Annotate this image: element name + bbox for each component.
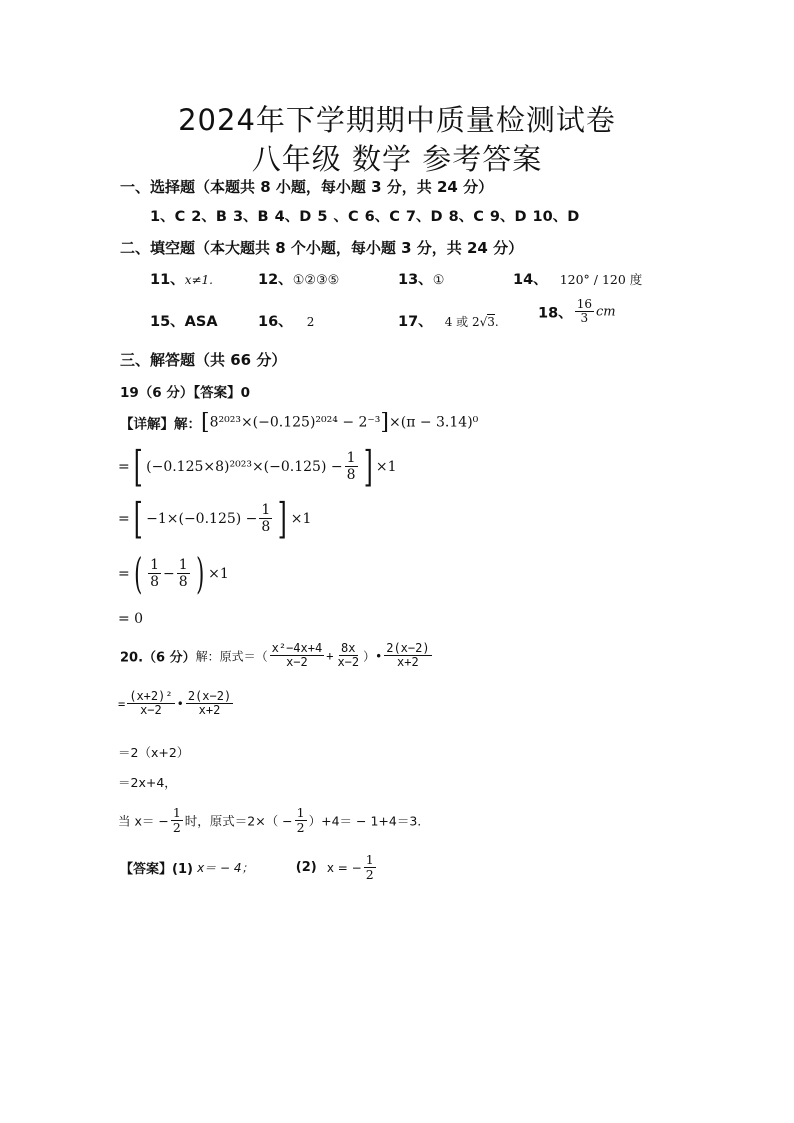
bracket-right-icon: ] [363,442,373,491]
q20-fraction-2 [335,642,361,670]
q20-line1 [120,642,434,670]
fraction-one-eighth [345,451,358,483]
q19-line2-expr: (−0.125×8)²⁰²³×(−0.125) − [146,459,343,475]
sqrt-icon: √ [479,315,488,329]
frac-num: 2(x−2) [187,689,232,703]
q20-line5-mid: 时，原式＝2×（ − [184,813,293,829]
frac-den: x−2 [286,655,308,670]
page-subtitle: 八年级 数学 参考答案 [251,142,543,176]
q20-header: 20.（6 分） [120,650,196,666]
frac-den: 8 [346,467,356,484]
q19-line1 [120,410,478,435]
fill-q12 [258,268,339,289]
q19-line1-expr: 8²⁰²³×(−0.125)²⁰²⁴ − 2⁻³ [209,414,381,431]
q20-answer-1: x＝ − 4； [197,861,254,876]
q19-line3 [118,494,312,543]
q20-fraction-1 [270,642,325,670]
frac-den: 8 [178,574,188,591]
dot-sign: • [176,696,184,711]
section-3-heading: 三、解答题（共 66 分） [120,351,287,369]
minus-sign: − [163,566,175,582]
frac-num: 8x [341,641,356,655]
q19-line3-expr: −1×(−0.125) − [146,511,258,527]
q20-answer-2: x = − [326,860,362,875]
q20-answer-label: 【答案】(1) [120,862,193,878]
q19-line1-tail: ×(π − 3.14)⁰ [389,414,479,431]
q18-label: 18、 [538,305,573,322]
q14-answer: 120° / 120 度 [559,272,643,287]
q18-unit: cm [595,304,616,320]
frac-den: 2 [365,866,374,882]
q20-line4: ＝2x+4， [118,775,177,790]
q12-label: 12、 [258,272,293,288]
q20-answer-2-label: (2) [295,860,317,876]
q17-answer-post: . [494,315,499,329]
frac-num: 1 [150,556,160,573]
q19-detail-label: 【详解】解： [120,416,201,433]
paren-left-icon: ( [133,549,143,598]
frac-num: x²−4x+4 [271,641,323,655]
bracket-left-icon: [ [133,442,143,491]
frac-num: 1 [178,556,188,573]
frac-den: x−2 [337,655,360,670]
q20-close: ）• [363,649,383,664]
frac-num: 1 [296,805,305,820]
q17-answer [445,315,499,329]
q20-fraction-3 [384,642,431,670]
q17-answer-root: 3 [487,315,495,329]
frac-num: 2(x−2) [386,641,430,655]
q20-line5 [118,806,421,835]
page-title: 2024年下学期期中质量检测试卷 [178,103,616,137]
eq-sign: = [118,696,126,711]
q20-line2-fraction-2 [186,690,233,718]
q19-line2 [118,442,397,491]
times-one: ×1 [375,459,397,475]
q20-start: 解：原式＝（ [195,649,268,664]
fraction-one-eighth [148,558,161,590]
q18-fraction [575,298,594,326]
q11-label: 11、 [150,272,185,288]
q16-answer: 2 [306,315,315,329]
eq-sign: = [118,511,130,527]
eq-sign: = [118,459,130,475]
frac-den: 8 [261,519,271,536]
choice-answers: 1、C 2、B 3、B 4、D 5 、C 6、C 7、D 8、C 9、D 10、D [150,209,580,225]
fraction-one-half [171,806,183,835]
plus-sign: + [326,648,334,663]
frac-den: x−2 [140,703,162,718]
frac-den: x+2 [198,703,221,718]
q18-num: 16 [576,297,592,311]
q20-line2 [118,690,235,718]
q20-line5-pre: 当 x＝ − [118,813,169,829]
section-1-heading: 一、选择题（本题共 8 小题，每小题 3 分，共 24 分） [120,178,494,196]
frac-num: 1 [365,852,374,867]
bracket-left-icon: [ [201,410,210,435]
q19-line4 [118,549,229,598]
q17-answer-pre: 4 或 2 [444,315,480,329]
paren-right-icon: ) [195,549,204,598]
q11-answer: x≠1. [184,273,213,287]
fraction-one-eighth [259,503,272,535]
q13-label: 13、 [398,272,433,288]
fill-q16 [258,310,314,331]
q17-label: 17、 [398,314,433,330]
fraction-one-half [364,853,376,882]
fill-q17 [398,310,499,331]
frac-num: 1 [261,501,271,518]
fill-q11 [150,268,213,289]
fill-q13 [398,268,444,289]
fill-q15: 15、ASA [150,314,218,330]
frac-den: 2 [296,819,305,835]
q18-den: 3 [580,311,589,326]
frac-den: 2 [172,819,181,835]
q12-answer: ①②③⑤ [292,273,340,288]
bracket-right-icon: ] [278,494,288,543]
frac-num: (x+2)² [129,689,173,703]
fraction-one-eighth [177,558,190,590]
q20-line5-post: ）+4＝ − 1+4＝3. [308,813,422,829]
frac-den: x+2 [397,655,419,670]
q13-answer: ① [432,273,445,288]
frac-num: 1 [346,449,356,466]
q20-answer [120,853,378,882]
eq-sign: = [118,566,130,582]
q16-label: 16、 [258,314,293,330]
section-2-heading: 二、填空题（本大题共 8 个小题，每小题 3 分，共 24 分） [120,239,524,257]
times-one: ×1 [208,566,229,582]
frac-den: 8 [150,574,160,591]
bracket-right-icon: ] [380,410,389,435]
q14-label: 14、 [513,272,548,288]
fill-q18 [538,298,616,326]
bracket-left-icon: [ [133,494,143,543]
fraction-one-half [295,806,307,835]
q19-final: = 0 [118,611,144,627]
q20-line2-fraction-1 [127,690,174,718]
q20-line3: ＝2（x+2） [118,745,190,760]
frac-num: 1 [172,805,181,820]
q19-header: 19（6 分）【答案】0 [120,385,251,401]
fill-q14 [513,268,642,289]
times-one: ×1 [290,511,312,527]
